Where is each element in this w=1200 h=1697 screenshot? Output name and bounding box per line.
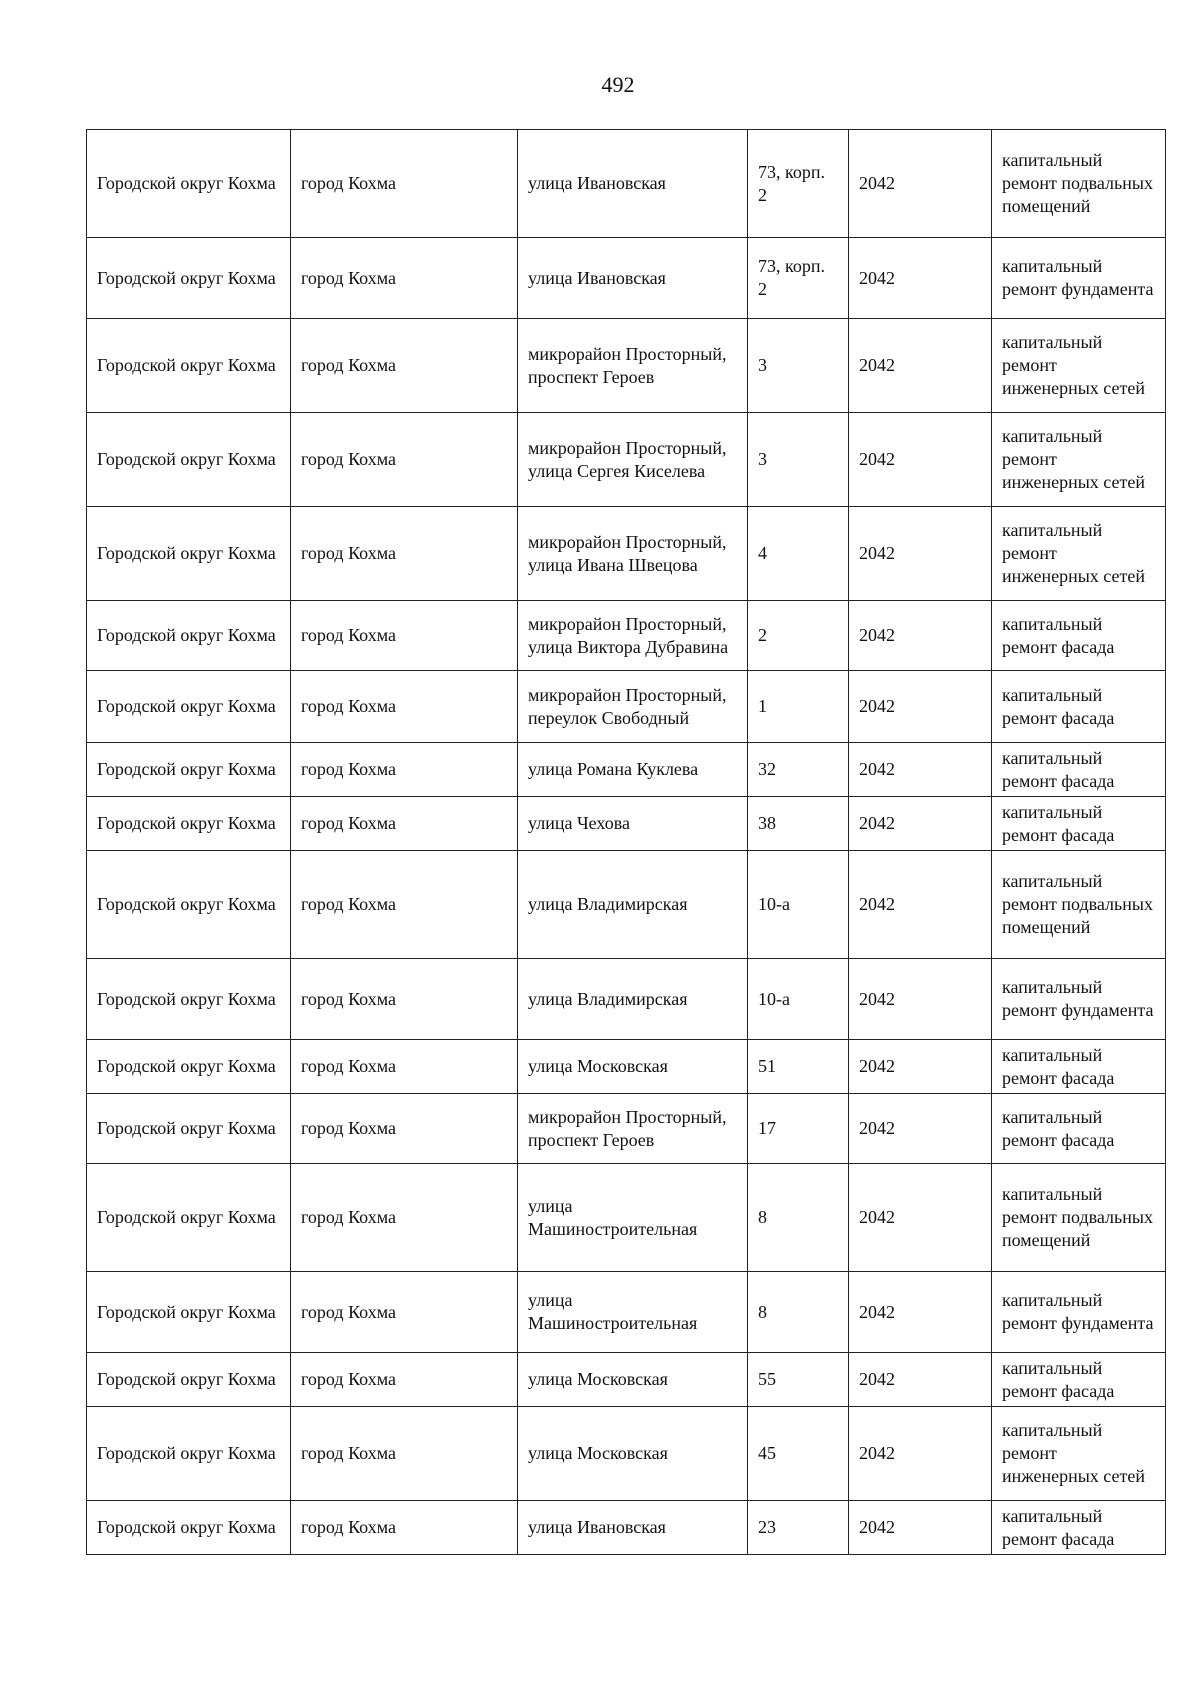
house-number-cell: 45	[748, 1407, 849, 1501]
work-type-cell: капитальный ремонт подвальных помещений	[992, 851, 1166, 959]
work-type-cell: капитальный ремонт фасада	[992, 601, 1166, 671]
settlement-cell: город Кохма	[291, 1040, 518, 1094]
settlement-cell: город Кохма	[291, 238, 518, 319]
municipality-cell: Городской округ Кохма	[87, 743, 291, 797]
settlement-cell: город Кохма	[291, 1164, 518, 1272]
street-cell: микрорайон Просторный, улица Виктора Дубравина	[518, 601, 748, 671]
house-number-cell: 55	[748, 1353, 849, 1407]
work-type-cell: капитальный ремонт подвальных помещений	[992, 130, 1166, 238]
settlement-cell: город Кохма	[291, 1501, 518, 1555]
street-cell: улица Ивановская	[518, 130, 748, 238]
year-cell: 2042	[849, 1353, 992, 1407]
settlement-cell: город Кохма	[291, 1094, 518, 1164]
house-number-cell: 1	[748, 671, 849, 743]
street-cell: улица Романа Куклева	[518, 743, 748, 797]
street-cell: улица Владимирская	[518, 851, 748, 959]
street-cell: микрорайон Просторный, проспект Героев	[518, 319, 748, 413]
table-row	[87, 959, 1166, 1040]
street-cell: микрорайон Просторный, улица Ивана Швецова	[518, 507, 748, 601]
house-number-cell: 2	[748, 601, 849, 671]
street-cell: улица Машиностроительная	[518, 1272, 748, 1353]
table-row	[87, 130, 1166, 238]
table-row	[87, 601, 1166, 671]
work-type-cell: капитальный ремонт фундамента	[992, 1272, 1166, 1353]
house-number-cell: 23	[748, 1501, 849, 1555]
work-type-cell: капитальный ремонт инженерных сетей	[992, 319, 1166, 413]
municipality-cell: Городской округ Кохма	[87, 1353, 291, 1407]
municipality-cell: Городской округ Кохма	[87, 1272, 291, 1353]
settlement-cell: город Кохма	[291, 507, 518, 601]
municipality-cell: Городской округ Кохма	[87, 413, 291, 507]
settlement-cell: город Кохма	[291, 319, 518, 413]
year-cell: 2042	[849, 601, 992, 671]
street-cell: улица Ивановская	[518, 1501, 748, 1555]
street-cell: улица Московская	[518, 1040, 748, 1094]
municipality-cell: Городской округ Кохма	[87, 1164, 291, 1272]
municipality-cell: Городской округ Кохма	[87, 797, 291, 851]
municipality-cell: Городской округ Кохма	[87, 130, 291, 238]
settlement-cell: город Кохма	[291, 130, 518, 238]
house-number-cell: 3	[748, 319, 849, 413]
table-row	[87, 1164, 1166, 1272]
street-cell: микрорайон Просторный, проспект Героев	[518, 1094, 748, 1164]
street-cell: улица Московская	[518, 1407, 748, 1501]
year-cell: 2042	[849, 959, 992, 1040]
table-row	[87, 1407, 1166, 1501]
street-cell: улица Владимирская	[518, 959, 748, 1040]
table-row	[87, 1040, 1166, 1094]
municipality-cell: Городской округ Кохма	[87, 601, 291, 671]
work-type-cell: капитальный ремонт фасада	[992, 1094, 1166, 1164]
year-cell: 2042	[849, 743, 992, 797]
settlement-cell: город Кохма	[291, 743, 518, 797]
table-row	[87, 851, 1166, 959]
year-cell: 2042	[849, 1501, 992, 1555]
work-type-cell: капитальный ремонт фасада	[992, 1501, 1166, 1555]
house-number-cell: 10-а	[748, 959, 849, 1040]
settlement-cell: город Кохма	[291, 959, 518, 1040]
year-cell: 2042	[849, 130, 992, 238]
municipality-cell: Городской округ Кохма	[87, 959, 291, 1040]
work-type-cell: капитальный ремонт инженерных сетей	[992, 413, 1166, 507]
municipality-cell: Городской округ Кохма	[87, 1407, 291, 1501]
street-cell: микрорайон Просторный, переулок Свободный	[518, 671, 748, 743]
table-row	[87, 507, 1166, 601]
table-row	[87, 238, 1166, 319]
year-cell: 2042	[849, 797, 992, 851]
table-row	[87, 1353, 1166, 1407]
municipality-cell: Городской округ Кохма	[87, 507, 291, 601]
work-type-cell: капитальный ремонт инженерных сетей	[992, 1407, 1166, 1501]
house-number-cell: 51	[748, 1040, 849, 1094]
settlement-cell: город Кохма	[291, 1353, 518, 1407]
municipality-cell: Городской округ Кохма	[87, 851, 291, 959]
house-number-cell: 73, корп. 2	[748, 130, 849, 238]
table-row	[87, 743, 1166, 797]
settlement-cell: город Кохма	[291, 601, 518, 671]
house-number-cell: 4	[748, 507, 849, 601]
street-cell: улица Чехова	[518, 797, 748, 851]
year-cell: 2042	[849, 671, 992, 743]
work-type-cell: капитальный ремонт фасада	[992, 743, 1166, 797]
year-cell: 2042	[849, 851, 992, 959]
street-cell: улица Московская	[518, 1353, 748, 1407]
settlement-cell: город Кохма	[291, 851, 518, 959]
work-type-cell: капитальный ремонт фасада	[992, 1353, 1166, 1407]
settlement-cell: город Кохма	[291, 1272, 518, 1353]
settlement-cell: город Кохма	[291, 1407, 518, 1501]
table-row	[87, 1272, 1166, 1353]
year-cell: 2042	[849, 319, 992, 413]
table-body	[87, 130, 1166, 1555]
table-row	[87, 1094, 1166, 1164]
work-type-cell: капитальный ремонт фасада	[992, 1040, 1166, 1094]
municipality-cell: Городской округ Кохма	[87, 671, 291, 743]
year-cell: 2042	[849, 1094, 992, 1164]
street-cell: микрорайон Просторный, улица Сергея Киселева	[518, 413, 748, 507]
work-type-cell: капитальный ремонт фасада	[992, 671, 1166, 743]
municipality-cell: Городской округ Кохма	[87, 1040, 291, 1094]
house-number-cell: 8	[748, 1272, 849, 1353]
year-cell: 2042	[849, 1040, 992, 1094]
work-type-cell: капитальный ремонт фасада	[992, 797, 1166, 851]
page-number: 492	[601, 72, 635, 97]
house-number-cell: 17	[748, 1094, 849, 1164]
table-row	[87, 797, 1166, 851]
municipality-cell: Городской округ Кохма	[87, 319, 291, 413]
settlement-cell: город Кохма	[291, 413, 518, 507]
work-type-cell: капитальный ремонт подвальных помещений	[992, 1164, 1166, 1272]
street-cell: улица Машиностроительная	[518, 1164, 748, 1272]
work-type-cell: капитальный ремонт инженерных сетей	[992, 507, 1166, 601]
house-number-cell: 32	[748, 743, 849, 797]
house-number-cell: 38	[748, 797, 849, 851]
year-cell: 2042	[849, 413, 992, 507]
year-cell: 2042	[849, 1272, 992, 1353]
municipality-cell: Городской округ Кохма	[87, 238, 291, 319]
table-row	[87, 413, 1166, 507]
settlement-cell: город Кохма	[291, 797, 518, 851]
settlement-cell: город Кохма	[291, 671, 518, 743]
year-cell: 2042	[849, 238, 992, 319]
house-number-cell: 73, корп. 2	[748, 238, 849, 319]
street-cell: улица Ивановская	[518, 238, 748, 319]
house-number-cell: 8	[748, 1164, 849, 1272]
year-cell: 2042	[849, 1407, 992, 1501]
year-cell: 2042	[849, 1164, 992, 1272]
house-number-cell: 10-а	[748, 851, 849, 959]
work-type-cell: капитальный ремонт фундамента	[992, 959, 1166, 1040]
table-row	[87, 671, 1166, 743]
work-type-cell: капитальный ремонт фундамента	[992, 238, 1166, 319]
repair-schedule-table	[86, 129, 1166, 1555]
house-number-cell: 3	[748, 413, 849, 507]
municipality-cell: Городской округ Кохма	[87, 1501, 291, 1555]
table-row	[87, 1501, 1166, 1555]
municipality-cell: Городской округ Кохма	[87, 1094, 291, 1164]
year-cell: 2042	[849, 507, 992, 601]
table-row	[87, 319, 1166, 413]
